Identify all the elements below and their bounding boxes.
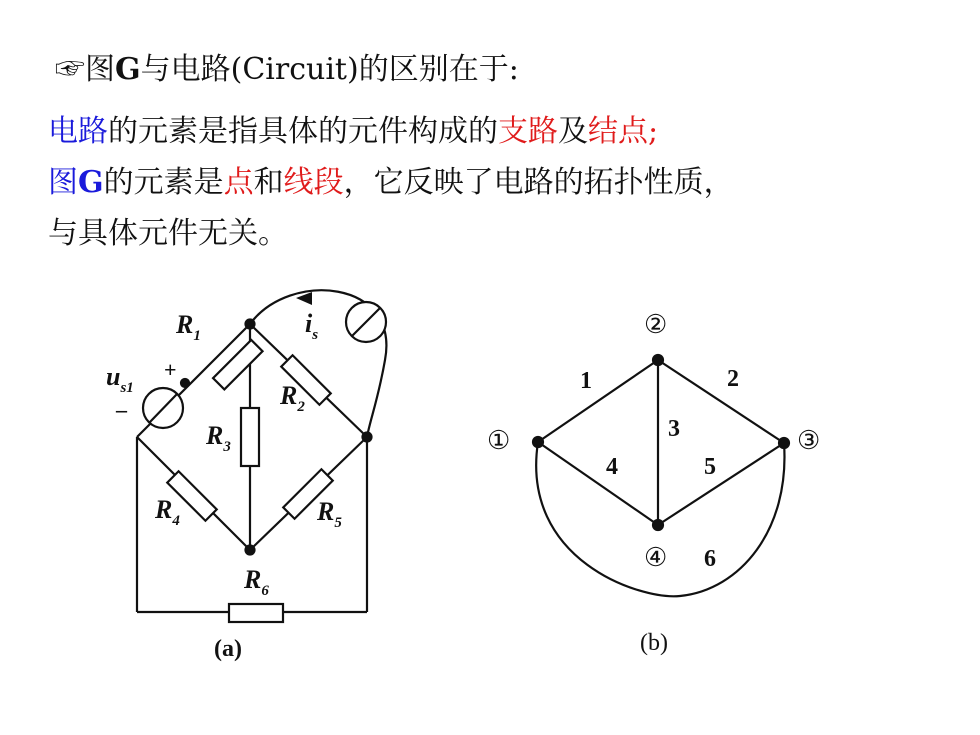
graph-node-4: [653, 520, 663, 530]
label-r1: $R_1$: [176, 310, 201, 344]
text-segment: 的元素是: [103, 165, 224, 200]
node-label-2: ②: [644, 310, 668, 339]
edge-label-5: 5: [704, 454, 716, 480]
node-label-1: ①: [487, 426, 511, 455]
graph-edge-5: [658, 443, 784, 525]
label-r2: $R_2$: [280, 381, 305, 415]
resistor-r6: [229, 604, 283, 622]
edge-label-2: 2: [727, 366, 739, 392]
circuit-diagram-a: [137, 290, 386, 622]
term-circuit: 电路: [48, 114, 108, 149]
text-segment: ，它反映了电路的拓扑性质，: [343, 165, 734, 200]
heading-text-post: 与电路(Circuit)的区别在于:: [140, 52, 519, 87]
edge-label-3: 3: [668, 416, 680, 442]
graph-node-2: [653, 355, 663, 365]
caption-a: (a): [214, 636, 242, 662]
label-us1: $u_{s1}$: [106, 362, 134, 396]
node-label-3: ③: [797, 426, 821, 455]
term-branch: 支路: [498, 114, 558, 149]
label-r6: $R_6$: [244, 565, 269, 599]
resistor-r1: [213, 340, 262, 389]
label-r5: $R_5$: [317, 497, 342, 531]
circuit-node: [181, 379, 189, 387]
circuit-node: [246, 320, 255, 329]
edge-label-6: 6: [704, 546, 716, 572]
term-node: 结点: [588, 114, 648, 149]
resistor-r3: [241, 408, 259, 466]
graph-edge-1: [538, 360, 658, 442]
text-segment: 和: [253, 165, 284, 200]
conclusion-line: 与具体元件无关。: [48, 216, 288, 251]
term-point: 点: [223, 165, 254, 200]
graph-node-1: [533, 437, 543, 447]
edge-label-1: 1: [580, 368, 592, 394]
circuit-node: [363, 433, 372, 442]
term-graph: 图: [48, 165, 78, 200]
graph-node-3: [779, 438, 789, 448]
label-plus: +: [164, 357, 177, 382]
text-semicolon: ;: [648, 114, 659, 149]
heading-text-pre: 图: [85, 52, 115, 87]
pointing-hand-icon: ☞: [55, 52, 85, 87]
label-r4: $R_4$: [155, 495, 180, 529]
text-segment: 的元素是指具体的元件构成的: [108, 114, 498, 149]
caption-b: (b): [640, 630, 668, 656]
term-graph-g: G: [78, 165, 104, 200]
heading-text-g: G: [115, 52, 141, 87]
label-r3: $R_3$: [206, 421, 231, 455]
text-segment: 及: [558, 114, 588, 149]
label-is: $i_s$: [305, 309, 319, 343]
node-label-4: ④: [644, 543, 668, 572]
graph-edge-6: [536, 442, 784, 596]
graph-edge-4: [538, 442, 658, 525]
circuit-node: [246, 546, 255, 555]
edge-label-4: 4: [606, 454, 618, 480]
label-minus: –: [116, 397, 127, 422]
term-segment: 线段: [283, 165, 344, 200]
